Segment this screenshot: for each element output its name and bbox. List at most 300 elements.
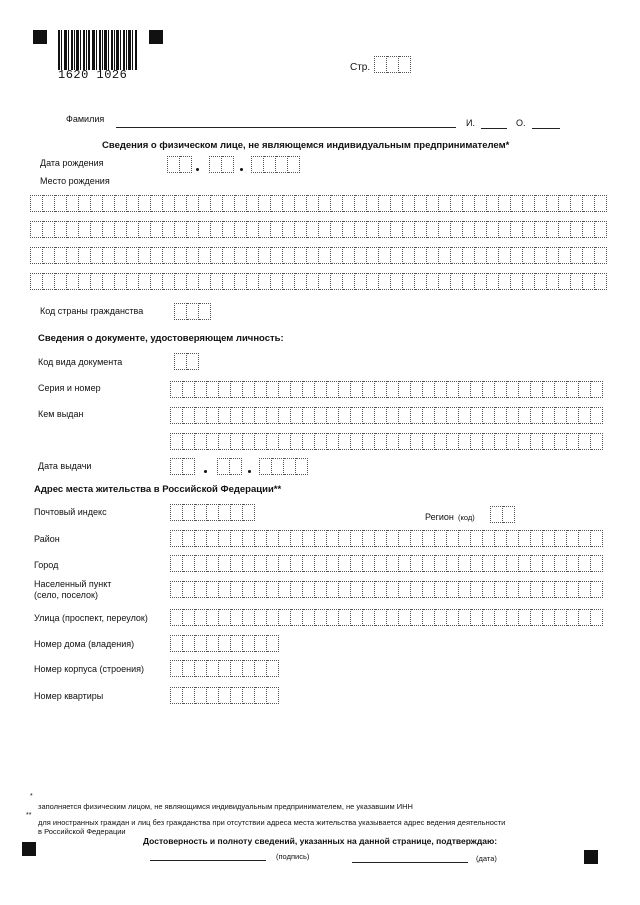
input-cell[interactable] (183, 660, 195, 677)
input-cell[interactable] (519, 609, 531, 626)
input-cell[interactable] (55, 247, 67, 264)
input-cell[interactable] (187, 353, 199, 370)
input-cell[interactable] (267, 555, 279, 572)
input-cell[interactable] (519, 555, 531, 572)
input-cell[interactable] (303, 609, 315, 626)
input-cell[interactable] (531, 555, 543, 572)
input-cell[interactable] (231, 687, 243, 704)
input-cell[interactable] (55, 195, 67, 212)
input-cell[interactable] (219, 381, 231, 398)
issued-by-row-2[interactable] (170, 433, 603, 450)
input-cell[interactable] (423, 407, 435, 424)
input-cell[interactable] (174, 303, 187, 320)
input-cell[interactable] (591, 609, 603, 626)
input-cell[interactable] (209, 156, 222, 173)
input-cell[interactable] (595, 195, 607, 212)
input-cell[interactable] (327, 433, 339, 450)
input-cell[interactable] (391, 247, 403, 264)
input-cell[interactable] (535, 247, 547, 264)
input-cell[interactable] (255, 433, 267, 450)
input-cell[interactable] (523, 273, 535, 290)
input-cell[interactable] (30, 273, 43, 290)
input-cell[interactable] (127, 247, 139, 264)
input-cell[interactable] (271, 273, 283, 290)
input-cell[interactable] (303, 530, 315, 547)
input-cell[interactable] (403, 195, 415, 212)
input-cell[interactable] (267, 687, 279, 704)
input-cell[interactable] (411, 609, 423, 626)
input-cell[interactable] (351, 433, 363, 450)
input-cell[interactable] (307, 221, 319, 238)
input-cell[interactable] (251, 156, 264, 173)
input-cell[interactable] (567, 581, 579, 598)
input-cell[interactable] (259, 273, 271, 290)
input-cell[interactable] (475, 247, 487, 264)
input-cell[interactable] (180, 156, 192, 173)
input-cell[interactable] (199, 247, 211, 264)
input-cell[interactable] (170, 458, 183, 475)
input-cell[interactable] (471, 555, 483, 572)
input-cell[interactable] (435, 381, 447, 398)
input-cell[interactable] (399, 381, 411, 398)
input-cell[interactable] (183, 381, 195, 398)
input-cell[interactable] (295, 247, 307, 264)
input-cell[interactable] (247, 221, 259, 238)
input-cell[interactable] (291, 555, 303, 572)
input-cell[interactable] (511, 195, 523, 212)
input-cell[interactable] (459, 530, 471, 547)
input-cell[interactable] (427, 273, 439, 290)
input-cell[interactable] (507, 433, 519, 450)
input-cell[interactable] (591, 555, 603, 572)
input-cell[interactable] (243, 609, 255, 626)
input-cell[interactable] (451, 273, 463, 290)
input-cell[interactable] (271, 195, 283, 212)
input-cell[interactable] (379, 273, 391, 290)
input-cell[interactable] (115, 195, 127, 212)
input-cell[interactable] (243, 407, 255, 424)
input-cell[interactable] (447, 581, 459, 598)
input-cell[interactable] (507, 381, 519, 398)
input-cell[interactable] (435, 407, 447, 424)
issue-month-cells[interactable] (217, 458, 242, 475)
input-cell[interactable] (170, 581, 183, 598)
birth-place-row-2[interactable] (30, 221, 607, 238)
input-cell[interactable] (583, 247, 595, 264)
input-cell[interactable] (243, 687, 255, 704)
input-cell[interactable] (79, 221, 91, 238)
input-cell[interactable] (591, 530, 603, 547)
input-cell[interactable] (363, 433, 375, 450)
issued-by-row-1[interactable] (170, 407, 603, 424)
input-cell[interactable] (423, 609, 435, 626)
input-cell[interactable] (284, 458, 296, 475)
input-cell[interactable] (387, 581, 399, 598)
input-cell[interactable] (355, 273, 367, 290)
input-cell[interactable] (231, 609, 243, 626)
input-cell[interactable] (435, 530, 447, 547)
input-cell[interactable] (387, 433, 399, 450)
input-cell[interactable] (375, 381, 387, 398)
input-cell[interactable] (507, 530, 519, 547)
input-cell[interactable] (483, 407, 495, 424)
input-cell[interactable] (579, 581, 591, 598)
input-cell[interactable] (535, 195, 547, 212)
input-cell[interactable] (207, 555, 219, 572)
input-cell[interactable] (315, 581, 327, 598)
input-cell[interactable] (555, 530, 567, 547)
input-cell[interactable] (187, 195, 199, 212)
input-cell[interactable] (103, 221, 115, 238)
input-cell[interactable] (267, 530, 279, 547)
input-cell[interactable] (195, 555, 207, 572)
input-cell[interactable] (403, 221, 415, 238)
date-field[interactable] (352, 862, 468, 863)
input-cell[interactable] (255, 609, 267, 626)
input-cell[interactable] (595, 221, 607, 238)
input-cell[interactable] (231, 581, 243, 598)
input-cell[interactable] (151, 273, 163, 290)
input-cell[interactable] (327, 581, 339, 598)
input-cell[interactable] (183, 555, 195, 572)
input-cell[interactable] (583, 221, 595, 238)
input-cell[interactable] (399, 581, 411, 598)
input-cell[interactable] (163, 221, 175, 238)
input-cell[interactable] (255, 660, 267, 677)
input-cell[interactable] (296, 458, 308, 475)
input-cell[interactable] (339, 381, 351, 398)
input-cell[interactable] (535, 273, 547, 290)
input-cell[interactable] (439, 195, 451, 212)
input-cell[interactable] (451, 247, 463, 264)
input-cell[interactable] (495, 381, 507, 398)
input-cell[interactable] (219, 635, 231, 652)
input-cell[interactable] (339, 555, 351, 572)
input-cell[interactable] (91, 247, 103, 264)
input-cell[interactable] (415, 195, 427, 212)
input-cell[interactable] (199, 273, 211, 290)
input-cell[interactable] (499, 195, 511, 212)
input-cell[interactable] (255, 581, 267, 598)
input-cell[interactable] (115, 221, 127, 238)
input-cell[interactable] (411, 555, 423, 572)
input-cell[interactable] (583, 195, 595, 212)
input-cell[interactable] (339, 581, 351, 598)
input-cell[interactable] (187, 273, 199, 290)
input-cell[interactable] (487, 247, 499, 264)
input-cell[interactable] (387, 555, 399, 572)
input-cell[interactable] (415, 221, 427, 238)
locality-cells[interactable] (170, 581, 603, 598)
input-cell[interactable] (91, 273, 103, 290)
input-cell[interactable] (451, 221, 463, 238)
input-cell[interactable] (199, 195, 211, 212)
input-cell[interactable] (315, 381, 327, 398)
input-cell[interactable] (222, 156, 234, 173)
input-cell[interactable] (195, 407, 207, 424)
input-cell[interactable] (475, 273, 487, 290)
input-cell[interactable] (103, 247, 115, 264)
series-number-cells[interactable] (170, 381, 603, 398)
input-cell[interactable] (343, 247, 355, 264)
input-cell[interactable] (387, 381, 399, 398)
input-cell[interactable] (243, 530, 255, 547)
input-cell[interactable] (471, 433, 483, 450)
input-cell[interactable] (207, 581, 219, 598)
input-cell[interactable] (595, 273, 607, 290)
input-cell[interactable] (175, 247, 187, 264)
input-cell[interactable] (327, 381, 339, 398)
input-cell[interactable] (463, 221, 475, 238)
input-cell[interactable] (207, 407, 219, 424)
input-cell[interactable] (459, 433, 471, 450)
input-cell[interactable] (399, 530, 411, 547)
input-cell[interactable] (217, 458, 230, 475)
input-cell[interactable] (523, 195, 535, 212)
input-cell[interactable] (519, 433, 531, 450)
input-cell[interactable] (375, 581, 387, 598)
input-cell[interactable] (439, 273, 451, 290)
input-cell[interactable] (459, 609, 471, 626)
input-cell[interactable] (531, 581, 543, 598)
input-cell[interactable] (170, 381, 183, 398)
input-cell[interactable] (439, 247, 451, 264)
input-cell[interactable] (170, 530, 183, 547)
input-cell[interactable] (463, 273, 475, 290)
input-cell[interactable] (567, 555, 579, 572)
input-cell[interactable] (255, 530, 267, 547)
input-cell[interactable] (211, 273, 223, 290)
input-cell[interactable] (303, 581, 315, 598)
input-cell[interactable] (567, 381, 579, 398)
region-code-cells[interactable] (490, 506, 515, 523)
input-cell[interactable] (483, 555, 495, 572)
input-cell[interactable] (375, 433, 387, 450)
input-cell[interactable] (183, 581, 195, 598)
input-cell[interactable] (231, 381, 243, 398)
input-cell[interactable] (435, 433, 447, 450)
input-cell[interactable] (327, 555, 339, 572)
input-cell[interactable] (139, 195, 151, 212)
input-cell[interactable] (374, 56, 387, 73)
input-cell[interactable] (495, 609, 507, 626)
input-cell[interactable] (451, 195, 463, 212)
input-cell[interactable] (211, 247, 223, 264)
input-cell[interactable] (339, 609, 351, 626)
input-cell[interactable] (375, 407, 387, 424)
input-cell[interactable] (170, 504, 183, 521)
input-cell[interactable] (379, 221, 391, 238)
input-cell[interactable] (259, 247, 271, 264)
input-cell[interactable] (255, 381, 267, 398)
input-cell[interactable] (223, 195, 235, 212)
signature-field[interactable] (150, 860, 266, 861)
input-cell[interactable] (291, 581, 303, 598)
input-cell[interactable] (415, 273, 427, 290)
input-cell[interactable] (243, 504, 255, 521)
input-cell[interactable] (475, 195, 487, 212)
input-cell[interactable] (559, 247, 571, 264)
birth-year-cells[interactable] (251, 156, 300, 173)
input-cell[interactable] (291, 381, 303, 398)
input-cell[interactable] (367, 195, 379, 212)
input-cell[interactable] (435, 581, 447, 598)
input-cell[interactable] (579, 433, 591, 450)
input-cell[interactable] (30, 195, 43, 212)
input-cell[interactable] (167, 156, 180, 173)
input-cell[interactable] (507, 609, 519, 626)
input-cell[interactable] (115, 247, 127, 264)
input-cell[interactable] (543, 530, 555, 547)
input-cell[interactable] (219, 609, 231, 626)
input-cell[interactable] (559, 195, 571, 212)
input-cell[interactable] (583, 273, 595, 290)
input-cell[interactable] (483, 581, 495, 598)
input-cell[interactable] (267, 635, 279, 652)
input-cell[interactable] (307, 195, 319, 212)
input-cell[interactable] (471, 407, 483, 424)
postal-code-cells[interactable] (170, 504, 255, 521)
input-cell[interactable] (559, 221, 571, 238)
input-cell[interactable] (507, 581, 519, 598)
input-cell[interactable] (175, 273, 187, 290)
input-cell[interactable] (163, 273, 175, 290)
input-cell[interactable] (315, 407, 327, 424)
input-cell[interactable] (511, 273, 523, 290)
input-cell[interactable] (235, 221, 247, 238)
input-cell[interactable] (427, 195, 439, 212)
input-cell[interactable] (247, 273, 259, 290)
input-cell[interactable] (543, 407, 555, 424)
input-cell[interactable] (555, 407, 567, 424)
input-cell[interactable] (567, 609, 579, 626)
input-cell[interactable] (279, 381, 291, 398)
input-cell[interactable] (555, 433, 567, 450)
input-cell[interactable] (331, 221, 343, 238)
apartment-cells[interactable] (170, 687, 279, 704)
input-cell[interactable] (235, 273, 247, 290)
input-cell[interactable] (219, 433, 231, 450)
input-cell[interactable] (279, 407, 291, 424)
input-cell[interactable] (319, 195, 331, 212)
input-cell[interactable] (315, 433, 327, 450)
input-cell[interactable] (487, 195, 499, 212)
input-cell[interactable] (279, 581, 291, 598)
input-cell[interactable] (243, 381, 255, 398)
input-cell[interactable] (151, 195, 163, 212)
input-cell[interactable] (543, 609, 555, 626)
input-cell[interactable] (447, 381, 459, 398)
input-cell[interactable] (279, 530, 291, 547)
input-cell[interactable] (507, 407, 519, 424)
input-cell[interactable] (363, 555, 375, 572)
input-cell[interactable] (483, 609, 495, 626)
input-cell[interactable] (67, 273, 79, 290)
input-cell[interactable] (363, 581, 375, 598)
input-cell[interactable] (487, 221, 499, 238)
input-cell[interactable] (303, 555, 315, 572)
input-cell[interactable] (355, 247, 367, 264)
input-cell[interactable] (591, 381, 603, 398)
input-cell[interactable] (379, 195, 391, 212)
input-cell[interactable] (175, 195, 187, 212)
input-cell[interactable] (195, 581, 207, 598)
input-cell[interactable] (288, 156, 300, 173)
input-cell[interactable] (351, 381, 363, 398)
issue-day-cells[interactable] (170, 458, 195, 475)
input-cell[interactable] (291, 530, 303, 547)
input-cell[interactable] (219, 687, 231, 704)
input-cell[interactable] (243, 433, 255, 450)
input-cell[interactable] (459, 555, 471, 572)
input-cell[interactable] (207, 609, 219, 626)
input-cell[interactable] (375, 555, 387, 572)
input-cell[interactable] (30, 247, 43, 264)
input-cell[interactable] (183, 407, 195, 424)
input-cell[interactable] (315, 609, 327, 626)
input-cell[interactable] (295, 195, 307, 212)
input-cell[interactable] (555, 609, 567, 626)
input-cell[interactable] (272, 458, 284, 475)
input-cell[interactable] (375, 609, 387, 626)
input-cell[interactable] (247, 247, 259, 264)
input-cell[interactable] (195, 609, 207, 626)
input-cell[interactable] (151, 247, 163, 264)
input-cell[interactable] (579, 555, 591, 572)
input-cell[interactable] (327, 407, 339, 424)
birth-place-row-4[interactable] (30, 273, 607, 290)
birth-place-row-1[interactable] (30, 195, 607, 212)
input-cell[interactable] (367, 221, 379, 238)
input-cell[interactable] (315, 530, 327, 547)
input-cell[interactable] (547, 273, 559, 290)
input-cell[interactable] (495, 581, 507, 598)
input-cell[interactable] (555, 381, 567, 398)
input-cell[interactable] (423, 433, 435, 450)
input-cell[interactable] (595, 247, 607, 264)
input-cell[interactable] (223, 247, 235, 264)
input-cell[interactable] (259, 458, 272, 475)
input-cell[interactable] (170, 660, 183, 677)
birth-place-row-3[interactable] (30, 247, 607, 264)
input-cell[interactable] (115, 273, 127, 290)
input-cell[interactable] (495, 407, 507, 424)
input-cell[interactable] (571, 247, 583, 264)
input-cell[interactable] (519, 381, 531, 398)
input-cell[interactable] (195, 687, 207, 704)
input-cell[interactable] (343, 221, 355, 238)
input-cell[interactable] (471, 381, 483, 398)
input-cell[interactable] (231, 555, 243, 572)
input-cell[interactable] (219, 660, 231, 677)
input-cell[interactable] (423, 581, 435, 598)
input-cell[interactable] (291, 433, 303, 450)
input-cell[interactable] (519, 407, 531, 424)
input-cell[interactable] (79, 195, 91, 212)
page-number-cells[interactable] (374, 56, 411, 73)
input-cell[interactable] (67, 221, 79, 238)
input-cell[interactable] (339, 407, 351, 424)
input-cell[interactable] (195, 660, 207, 677)
input-cell[interactable] (55, 273, 67, 290)
input-cell[interactable] (219, 555, 231, 572)
input-cell[interactable] (219, 581, 231, 598)
input-cell[interactable] (139, 247, 151, 264)
input-cell[interactable] (303, 381, 315, 398)
input-cell[interactable] (247, 195, 259, 212)
input-cell[interactable] (531, 609, 543, 626)
input-cell[interactable] (403, 273, 415, 290)
